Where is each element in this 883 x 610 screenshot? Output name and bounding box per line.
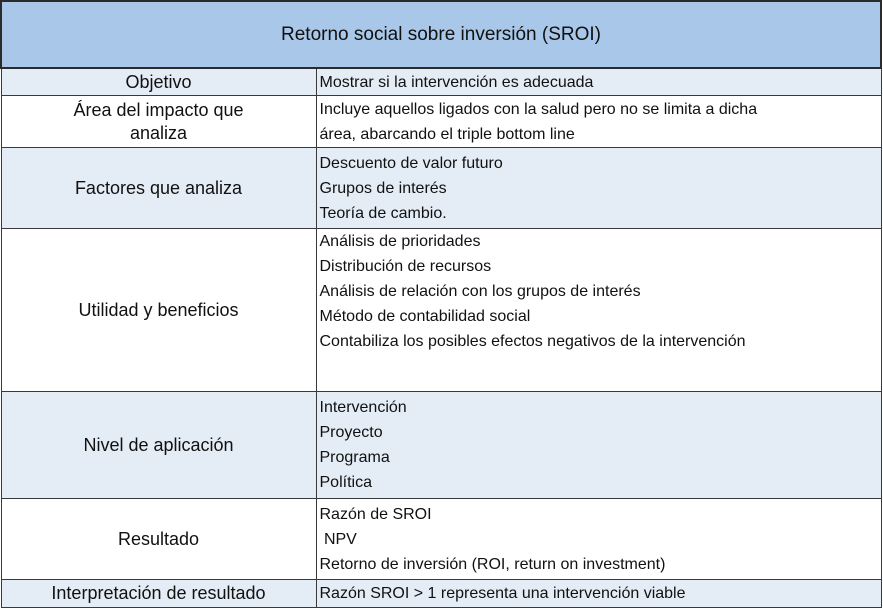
row-area-impacto <box>1 96 881 148</box>
row-value <box>316 499 881 580</box>
row-utilidad <box>1 229 881 392</box>
row-value <box>316 229 881 392</box>
row-label-line: Área del impacto que <box>73 99 244 120</box>
row-value <box>316 580 881 608</box>
value-line: Razón de SROI <box>319 505 432 523</box>
row-label: Resultado <box>1 499 316 580</box>
row-value <box>316 96 881 148</box>
row-label: Nivel de aplicación <box>1 392 316 499</box>
row-label: Interpretación de resultado <box>1 580 316 608</box>
table-title: Retorno social sobre inversión (SROI) <box>1 1 881 68</box>
value-line: Método de contabilidad social <box>319 308 531 326</box>
row-factores <box>1 148 881 229</box>
value-line: Contabiliza los posibles efectos negativos de la intervención <box>319 333 746 351</box>
table-header-row <box>1 1 881 68</box>
value-line: Razón SROI > 1 representa una intervención viable <box>319 585 686 603</box>
value-line: Descuento de valor futuro <box>319 154 503 172</box>
row-label: Factores que analiza <box>1 148 316 229</box>
row-label-line: analiza <box>129 122 188 143</box>
value-line: NPV <box>319 530 357 548</box>
row-interpretacion <box>1 580 881 608</box>
value-line: Retorno de inversión (ROI, return on investment) <box>319 555 666 573</box>
value-line: Política <box>319 474 372 492</box>
row-label: Utilidad y beneficios <box>1 229 316 392</box>
value-line: Grupos de interés <box>319 179 447 197</box>
value-line: Mostrar si la intervención es adecuada <box>319 73 594 91</box>
row-value <box>316 148 881 229</box>
value-line: Análisis de relación con los grupos de interés <box>319 283 641 301</box>
value-line: Análisis de prioridades <box>319 233 481 251</box>
value-line: Proyecto <box>319 424 383 442</box>
row-label <box>1 96 316 148</box>
value-line: Incluye aquellos ligados con la salud pero no se limita a dicha <box>319 100 758 118</box>
value-line: Intervención <box>319 399 407 417</box>
value-line: Distribución de recursos <box>319 258 492 276</box>
row-nivel-aplicacion <box>1 392 881 499</box>
row-objetivo <box>1 68 881 95</box>
value-line: Teoría de cambio. <box>319 204 447 222</box>
row-value <box>316 68 881 95</box>
value-line: Programa <box>319 449 390 467</box>
row-resultado <box>1 499 881 580</box>
value-line: área, abarcando el triple bottom line <box>319 125 575 143</box>
row-label: Objetivo <box>1 68 316 95</box>
row-value <box>316 392 881 499</box>
